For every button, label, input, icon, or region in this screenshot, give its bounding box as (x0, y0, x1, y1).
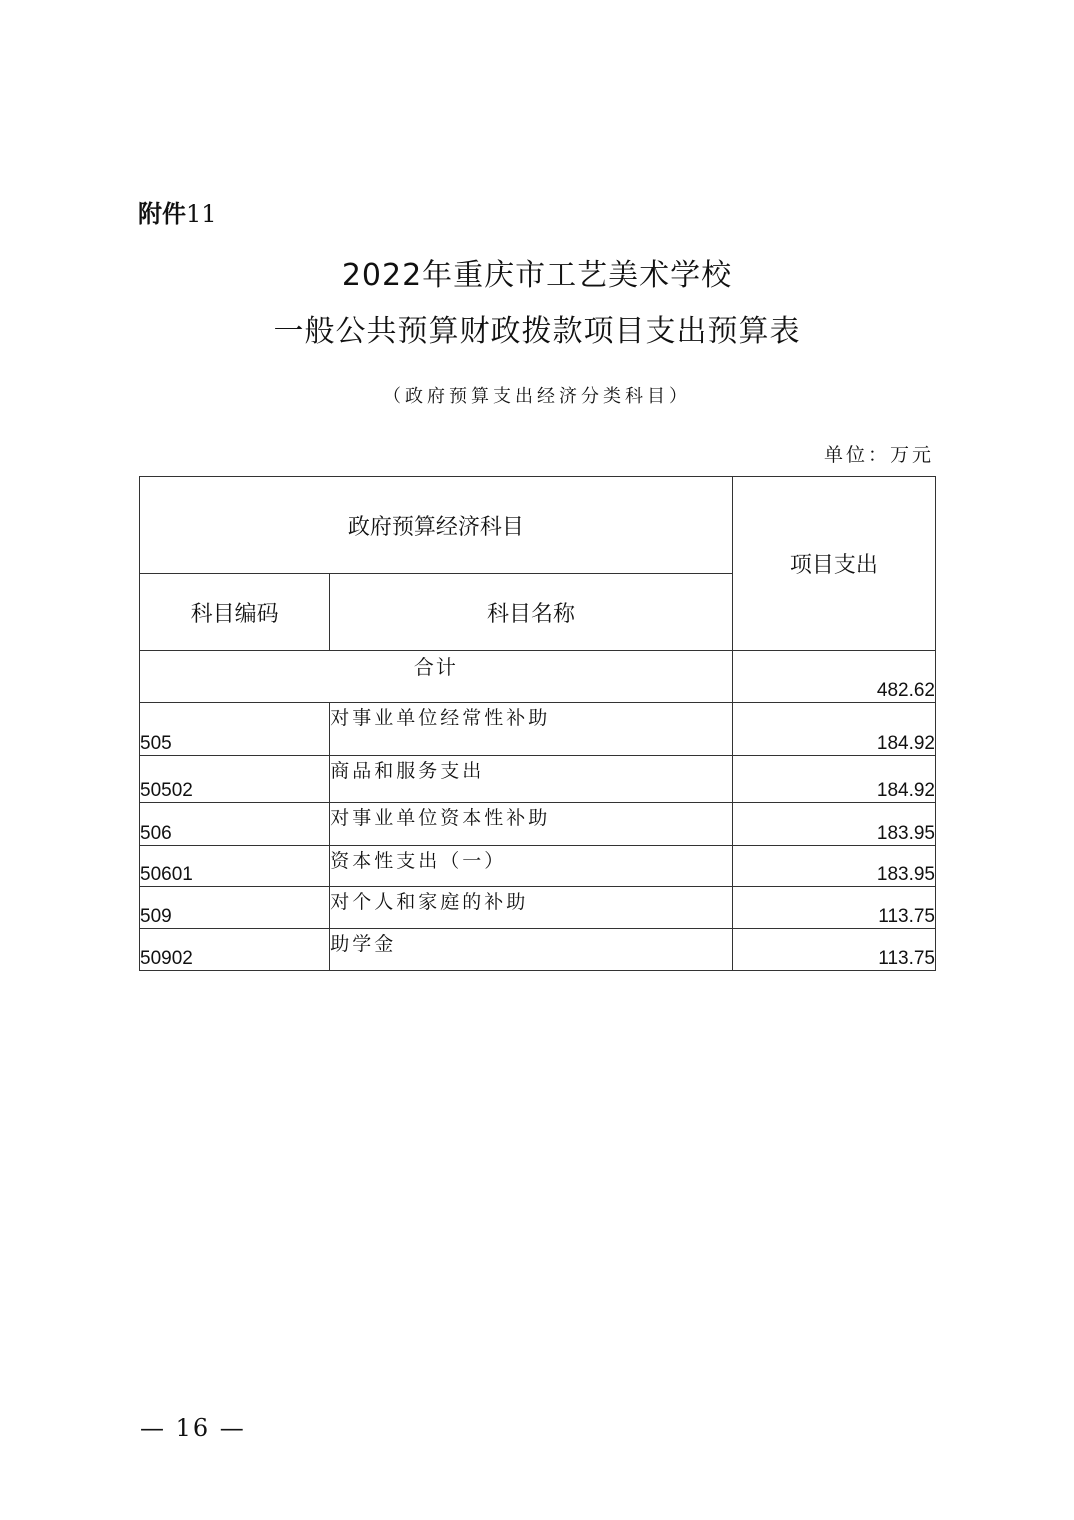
row-code: 50502 (140, 756, 330, 803)
table-row (140, 756, 936, 803)
row-name: 对事业单位经常性补助 (330, 703, 733, 756)
attachment-word: 附件 (138, 199, 186, 228)
row-code: 509 (140, 887, 330, 929)
table-header-row-1 (140, 477, 936, 574)
header-economic-subject: 政府预算经济科目 (140, 477, 733, 574)
document-title-line-2: 一般公共预算财政拨款项目支出预算表 (273, 314, 801, 349)
row-name: 资本性支出（一） (330, 846, 733, 887)
row-amount: 183.95 (732, 846, 935, 887)
unit-label: 单位：万元 (823, 444, 934, 466)
row-name: 商品和服务支出 (330, 756, 733, 803)
row-amount: 113.75 (732, 929, 935, 971)
document-subtitle: （政府预算支出经济分类科目） (383, 386, 691, 407)
row-amount: 183.95 (732, 803, 935, 846)
table-row (140, 887, 936, 929)
header-subject-code: 科目编码 (140, 574, 330, 651)
total-row (140, 651, 936, 703)
attachment-number: 11 (186, 200, 217, 228)
row-amount: 184.92 (732, 756, 935, 803)
table-row (140, 803, 936, 846)
table-row (140, 929, 936, 971)
total-label: 合计 (140, 651, 733, 703)
row-amount: 184.92 (732, 703, 935, 756)
header-project-expenditure: 项目支出 (732, 477, 935, 651)
total-amount: 482.62 (732, 651, 935, 703)
table-row (140, 703, 936, 756)
page-number: — 16 — (140, 1414, 246, 1442)
attachment-label (138, 194, 217, 229)
table-row (140, 846, 936, 887)
document-title-line-1: 2022年重庆市工艺美术学校 (341, 258, 733, 293)
row-code: 50601 (140, 846, 330, 887)
row-name: 对事业单位资本性补助 (330, 803, 733, 846)
header-subject-name: 科目名称 (330, 574, 733, 651)
row-name: 助学金 (330, 929, 733, 971)
row-code: 506 (140, 803, 330, 846)
row-code: 505 (140, 703, 330, 756)
budget-table (139, 476, 936, 971)
row-code: 50902 (140, 929, 330, 971)
row-name: 对个人和家庭的补助 (330, 887, 733, 929)
row-amount: 113.75 (732, 887, 935, 929)
